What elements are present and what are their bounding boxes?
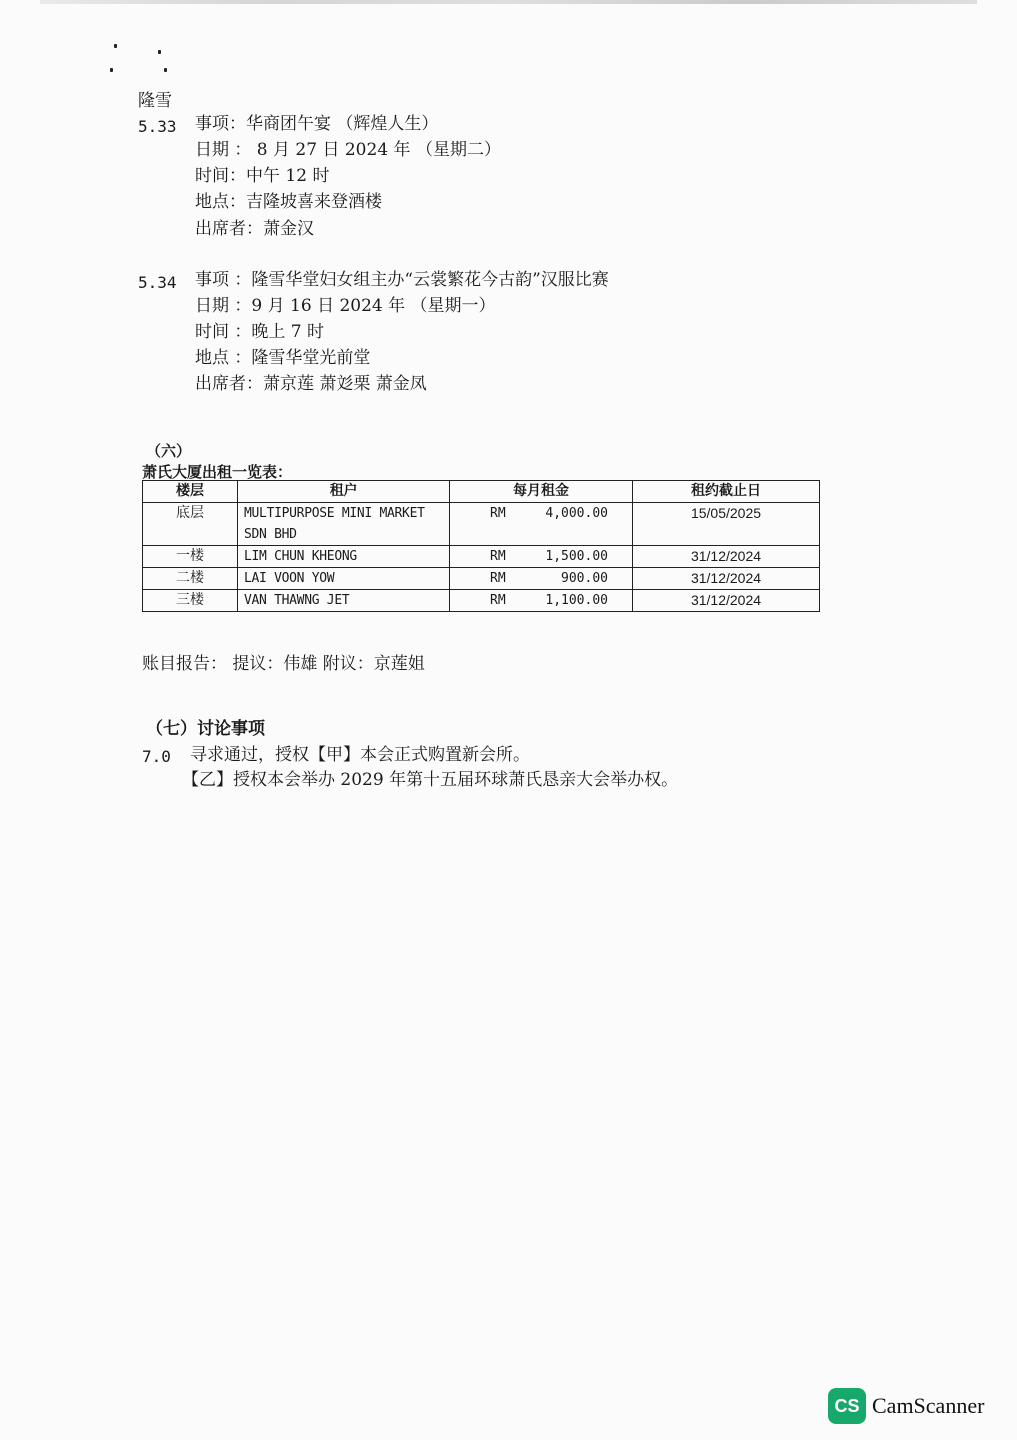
currency: RM <box>490 571 506 586</box>
tenant-cell: VAN THAWNG JET <box>238 590 450 612</box>
event-matter: 事项 ：隆雪华堂妇女组主办“云裳繁花今古韵”汉服比赛 <box>195 270 609 290</box>
event-number: 5.34 <box>138 273 177 292</box>
event-attendees: 出席者：萧金汉 <box>195 219 314 239</box>
discussion-item-a: 寻求通过，授权【甲】本会正式购置新会所。 <box>190 745 530 765</box>
rent-amount: 1,100.00 <box>545 593 608 608</box>
speck <box>158 50 161 54</box>
event-date: 日期 ： 8 月 27 日 2024 年 （星期二） <box>195 140 501 160</box>
floor-cell: 三楼 <box>143 590 238 612</box>
speck <box>114 44 117 48</box>
event-time: 时间 ：晚上 7 时 <box>195 322 325 342</box>
tenant-cell: LIM CHUN KHEONG <box>238 546 450 568</box>
column-header-rent: 每月租金 <box>450 481 633 503</box>
rental-table-title: 萧氏大厦出租一览表： <box>142 463 293 481</box>
tenant-cell <box>238 503 450 546</box>
currency: RM <box>490 593 506 608</box>
table-row <box>143 546 820 568</box>
section-7-heading: （七）讨论事项 <box>146 719 265 739</box>
currency: RM <box>490 506 506 521</box>
event-matter: 事项：华商团午宴 （辉煌人生） <box>195 114 439 134</box>
event-place: 地点：吉隆坡喜来登酒楼 <box>195 192 382 212</box>
camscanner-watermark <box>828 1388 984 1424</box>
tenant-cell: LAI VOON YOW <box>238 568 450 590</box>
camscanner-logo-icon: CS <box>828 1388 866 1424</box>
column-header-tenant: 租户 <box>238 481 450 503</box>
expiry-cell: 31/12/2024 <box>633 568 820 590</box>
event-number: 5.33 <box>138 117 177 136</box>
speck <box>110 68 113 72</box>
section-6-heading: （六） <box>146 442 192 460</box>
rent-cell <box>450 546 633 568</box>
column-header-floor: 楼层 <box>143 481 238 503</box>
speck <box>164 68 167 72</box>
rent-amount: 900.00 <box>561 571 608 586</box>
floor-cell: 一楼 <box>143 546 238 568</box>
rental-table <box>142 480 820 612</box>
floor-cell: 底层 <box>143 503 238 546</box>
expiry-cell: 31/12/2024 <box>633 590 820 612</box>
accounts-report: 账目报告： 提议：伟雄 附议：京莲姐 <box>142 654 425 674</box>
event-time: 时间：中午 12 时 <box>195 166 330 186</box>
rent-cell <box>450 568 633 590</box>
rent-amount: 4,000.00 <box>545 506 608 521</box>
scan-top-edge <box>40 0 977 4</box>
table-header-row <box>143 481 820 503</box>
currency: RM <box>490 549 506 564</box>
scan-specks <box>100 38 180 78</box>
tenant-name-line1: MULTIPURPOSE MINI MARKET <box>244 506 425 521</box>
floor-cell: 二楼 <box>143 568 238 590</box>
rent-amount: 1,500.00 <box>545 549 608 564</box>
camscanner-label: CamScanner <box>872 1393 985 1418</box>
discussion-item-b: 【乙】授权本会举办 2029 年第十五届环球萧氏恳亲大会举办权。 <box>182 770 679 790</box>
table-row <box>143 590 820 612</box>
expiry-cell: 15/05/2025 <box>633 503 820 546</box>
location-heading: 隆雪 <box>138 91 172 111</box>
event-date: 日期 ：9 月 16 日 2024 年 （星期一） <box>195 296 496 316</box>
table-row <box>143 568 820 590</box>
rent-cell <box>450 590 633 612</box>
item-number: 7.0 <box>142 747 171 766</box>
column-header-expiry: 租约截止日 <box>633 481 820 503</box>
rent-cell <box>450 503 633 546</box>
table-row <box>143 503 820 546</box>
event-place: 地点 ：隆雪华堂光前堂 <box>195 348 371 368</box>
event-attendees: 出席者：萧京莲 萧彣栗 萧金凤 <box>195 374 427 394</box>
tenant-name-line2: SDN BHD <box>244 527 297 542</box>
expiry-cell: 31/12/2024 <box>633 546 820 568</box>
